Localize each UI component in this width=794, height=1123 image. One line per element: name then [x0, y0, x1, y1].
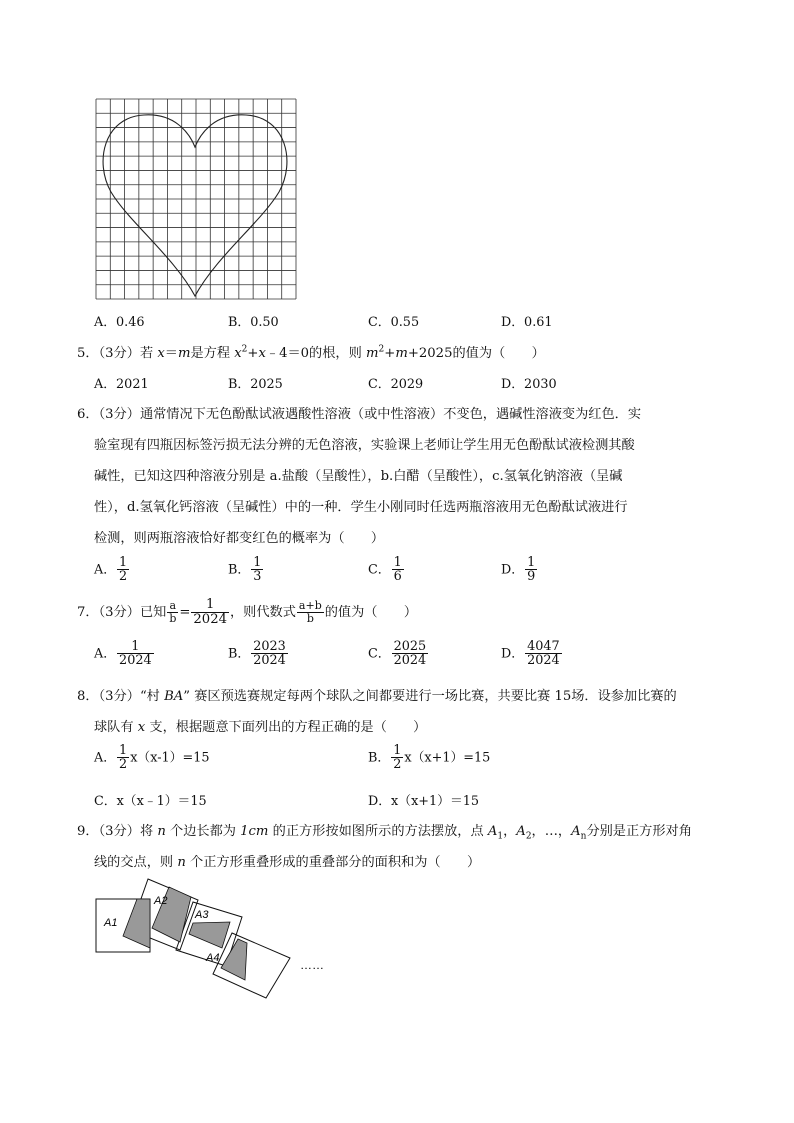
label-a4: A4 [206, 952, 220, 964]
q5-var-x2: x [234, 346, 242, 361]
q8-option-a-label: A． [94, 750, 117, 766]
q9-var-n: n [157, 824, 166, 839]
fraction-denominator: b [306, 611, 314, 625]
fraction-denominator: 2024 [119, 653, 152, 669]
q6-score: （3分） [98, 407, 140, 422]
q7-option-b-fraction [251, 640, 288, 668]
fraction-numerator: 1 [527, 555, 536, 570]
q9-point-an: A [571, 824, 581, 839]
q7-stem [77, 598, 417, 627]
q5-var-m2: m [366, 346, 379, 361]
q7-number: 7． [77, 604, 99, 620]
q5-text-a: 若 [139, 346, 158, 361]
q5-option-c[interactable]: C．2029 [368, 377, 424, 392]
q8-option-b-fraction [391, 744, 403, 772]
q5-text-d: ﹣4＝0的根，则 [265, 346, 367, 361]
q6-option-d-label: D． [501, 562, 525, 578]
fraction-denominator: 2 [119, 569, 128, 585]
q7-text-c: 的值为（ ） [324, 604, 418, 620]
fraction-denominator: 2 [393, 757, 402, 773]
q7-option-c-label: C． [368, 646, 391, 662]
overlap-4 [221, 939, 247, 980]
q5-var-x: x [157, 346, 165, 361]
overlapping-squares-svg [90, 870, 350, 1000]
q7-fraction-apb-over-b [297, 600, 324, 624]
q9-sub-1: 1 [497, 831, 504, 842]
q8-line2-a: 球队有 [94, 720, 138, 735]
q6-line-4: 性），d.氢氧化钙溶液（呈碱性）中的一种．学生小刚同时任选两瓶溶液用无色酚酞试液进行 [94, 500, 628, 515]
fraction-numerator: 1 [191, 598, 229, 613]
fraction-denominator: 2 [119, 757, 128, 773]
q9-sub-2: 2 [525, 831, 532, 842]
q4-option-a[interactable]: A．0.46 [94, 315, 145, 330]
q6-line-5: 检测，则两瓶溶液恰好都变红色的概率为（ ） [94, 531, 385, 546]
label-a2: A2 [154, 895, 168, 907]
fraction-denominator: 2024 [193, 611, 227, 627]
fraction-denominator: 2024 [393, 653, 427, 669]
q7-option-c-fraction [392, 640, 429, 668]
fraction-numerator: 1 [393, 743, 402, 758]
q7-option-b[interactable] [228, 640, 289, 668]
q7-fraction-1-over-2024 [191, 598, 229, 627]
q9-text-b: 个边长都为 [165, 824, 241, 839]
fraction-denominator: 6 [393, 569, 402, 585]
fraction-numerator: 1 [117, 640, 154, 654]
q7-option-a[interactable] [94, 640, 155, 668]
q8-option-b[interactable] [368, 744, 490, 772]
q6-option-a-label: A． [94, 562, 117, 578]
q8-score: （3分） [98, 689, 140, 704]
q6-option-b-fraction [251, 556, 263, 584]
q5-eq: ＝ [164, 346, 178, 361]
q4-option-d[interactable]: D．0.61 [501, 315, 553, 330]
q8-option-a[interactable] [94, 744, 209, 772]
q8-option-b-rest: x（x+1）=15 [404, 750, 491, 766]
q8-option-b-label: B． [368, 750, 391, 766]
label-a3: A3 [195, 909, 209, 921]
q8-option-a-rest: x（x-1）=15 [130, 750, 210, 766]
q5-text-e: + [384, 346, 396, 361]
ellipsis: …… [300, 958, 324, 972]
q9-point-a1: A [487, 824, 498, 839]
fraction-numerator: 2025 [393, 639, 427, 654]
q9-number: 9． [77, 824, 99, 839]
q5-option-d[interactable]: D．2030 [501, 377, 557, 392]
q7-option-b-label: B． [228, 646, 251, 662]
q6-option-c-label: C． [368, 562, 391, 578]
q5-var-x3: x [258, 346, 266, 361]
q9-line2-a: 线的交点，则 [94, 855, 178, 870]
q6-option-a-fraction [117, 556, 129, 584]
q9-unit: 1cm [240, 824, 269, 839]
fraction-denominator: 3 [253, 569, 262, 585]
q5-option-a[interactable]: A．2021 [94, 377, 149, 392]
q4-option-b[interactable]: B．0.50 [228, 315, 279, 330]
q5-text-c: + [247, 346, 259, 361]
q5-sup-b: 2 [378, 344, 385, 355]
q8-line-1 [77, 685, 677, 704]
q6-line-2: 验室现有四瓶因标签污损无法分辨的无色溶液，实验课上老师让学生用无色酚酞试液检测其酸 [94, 438, 635, 453]
grid-lines [96, 99, 296, 299]
q7-eq: = [179, 604, 191, 620]
q7-fraction-a-over-b [167, 600, 178, 624]
fraction-numerator: 4047 [527, 639, 560, 654]
q7-option-d-fraction [525, 640, 562, 668]
q8-option-d[interactable]: D．x（x+1）＝15 [368, 794, 480, 809]
q6-line-3: 碱性，已知这四种溶液分别是 a.盐酸（呈酸性），b.白醋（呈酸性），c.氢氧化钠溶液（呈碱 [94, 469, 623, 484]
label-a1: A1 [104, 917, 118, 929]
fraction-numerator: 1 [119, 555, 128, 570]
fraction-numerator: a+b [298, 599, 322, 613]
q9-line-1 [77, 820, 692, 842]
q5-sup: 2 [241, 344, 248, 355]
q8-ba: BA [164, 689, 184, 704]
q9-text-d: 分别是正方形对角 [586, 824, 692, 839]
q8-text-b: ” 赛区预选赛规定每两个球队之间都要进行一场比赛，共要比赛 15场．设参加比赛的 [183, 689, 677, 704]
q4-option-c[interactable]: C．0.55 [368, 315, 420, 330]
q6-option-b[interactable] [228, 556, 264, 584]
q6-option-c-fraction [392, 556, 404, 584]
q8-var-x: x [137, 720, 146, 735]
overlapping-squares-figure [90, 870, 350, 1004]
fraction-denominator: 9 [527, 569, 536, 585]
fraction-numerator: 1 [253, 555, 262, 570]
q6-line-1 [77, 403, 641, 422]
fraction-numerator: a [167, 600, 178, 613]
q8-number: 8． [77, 689, 99, 704]
q8-line-2 [94, 716, 426, 735]
q9-text-a: 将 [139, 824, 158, 839]
q9-score: （3分） [98, 824, 140, 839]
q8-option-a-fraction [117, 744, 129, 772]
q5-score: （3分） [98, 346, 140, 361]
q5-number: 5． [77, 346, 99, 361]
fraction-numerator: 2023 [253, 639, 286, 654]
q9-text-c: 的正方形按如图所示的方法摆放，点 [268, 824, 488, 839]
fraction-numerator: 1 [393, 555, 402, 570]
heart-grid-svg [94, 97, 298, 301]
q7-score: （3分） [98, 604, 140, 620]
q7-option-a-fraction [117, 640, 154, 668]
q7-option-a-label: A． [94, 646, 117, 662]
q8-option-c[interactable]: C．x（x﹣1）＝15 [94, 794, 207, 809]
q9-sub-n: n [580, 831, 587, 842]
q9-point-a2: A [516, 824, 526, 839]
q9-sep-2: ，…， [531, 824, 572, 839]
fraction-denominator: b [169, 611, 177, 625]
q6-option-a[interactable] [94, 556, 130, 584]
q6-option-c[interactable] [368, 556, 405, 584]
q9-var-n2: n [177, 855, 186, 870]
q5-var-m: m [177, 346, 191, 361]
q6-text-1: 通常情况下无色酚酞试液遇酸性溶液（或中性溶液）不变色，遇碱性溶液变为红色．实 [139, 407, 642, 422]
q7-option-d-label: D． [501, 646, 525, 662]
heart-grid-figure [94, 97, 298, 305]
q7-option-c[interactable] [368, 640, 429, 668]
q9-sep-1: ， [503, 824, 517, 839]
fraction-numerator: 1 [119, 743, 128, 758]
q7-text-b: ，则代数式 [229, 604, 296, 620]
q7-text-a: 已知 [139, 604, 167, 620]
q9-line-2 [94, 851, 480, 870]
q6-option-d-fraction [525, 556, 537, 584]
fraction-denominator: 2024 [253, 653, 286, 669]
q6-option-d[interactable] [501, 556, 538, 584]
q5-stem [77, 342, 545, 361]
q5-text-f: +2025的值为（ ） [407, 346, 545, 361]
q7-option-d[interactable] [501, 640, 563, 668]
q8-text-a: “村 [139, 689, 165, 704]
overlap-3 [189, 922, 230, 948]
q6-option-b-label: B． [228, 562, 251, 578]
q5-option-b[interactable]: B．2025 [228, 377, 283, 392]
q8-line2-b: 支，根据题意下面列出的方程正确的是（ ） [145, 720, 427, 735]
q5-text-b: 是方程 [190, 346, 235, 361]
q6-number: 6． [77, 407, 99, 422]
q9-line2-b: 个正方形重叠形成的重叠部分的面积和为（ ） [185, 855, 481, 870]
q5-var-m3: m [395, 346, 408, 361]
fraction-denominator: 2024 [527, 653, 560, 669]
